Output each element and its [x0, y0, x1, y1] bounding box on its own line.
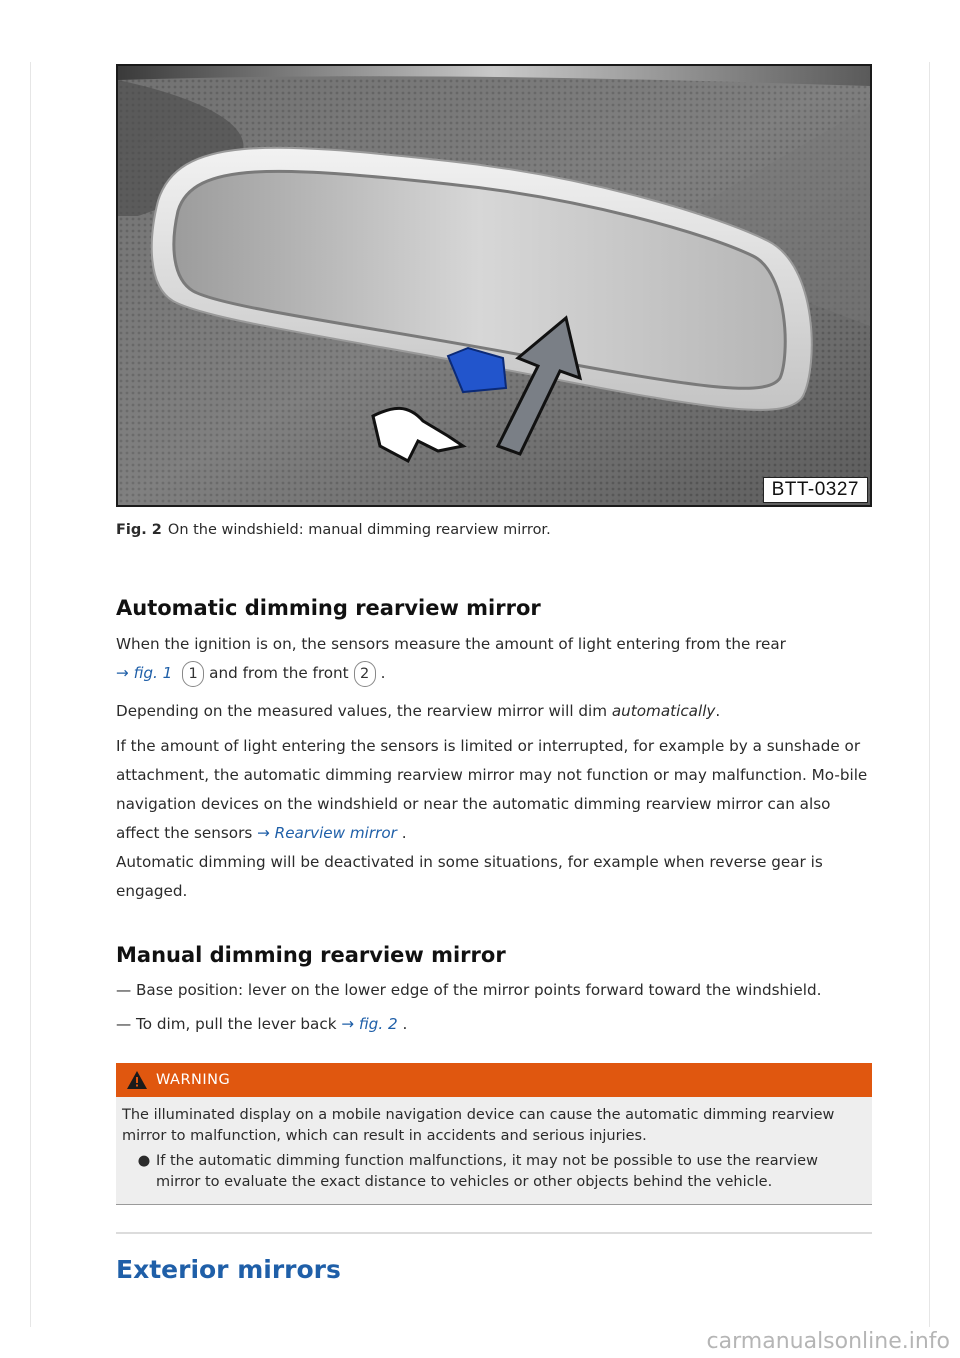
warning-text: The illuminated display on a mobile navigation device can cause the automatic dimming rearview mirror to malfunction, which can result in accidents and serious injuries. [122, 1107, 835, 1144]
paragraph-sensors-mid: and from the front [209, 664, 349, 682]
paragraph-sensors [116, 630, 876, 688]
arrow-right-icon: → [116, 664, 129, 682]
warning-box [116, 1063, 872, 1205]
figure-image [116, 64, 872, 507]
arrow-right-icon: → [341, 1015, 355, 1033]
arrow-right-icon: → [257, 824, 270, 842]
paragraph-sensors-text: When the ignition is on, the sensors measure the amount of light entering from the rear [116, 635, 786, 653]
paragraph-deactivated: Automatic dimming will be deactivated in some situations, for example when reverse gear is engaged. [116, 853, 823, 900]
paragraph-sensors-end: . [380, 664, 386, 682]
left-margin-line [30, 62, 31, 1327]
bullet-icon: ● [137, 1153, 151, 1169]
right-margin-line [929, 62, 930, 1327]
warning-bullet-text: If the automatic dimming function malfunctions, it may not be possible to use the rearview mirror to evaluate the exact distance to vehicles or other objects behind the vehicle. [156, 1153, 818, 1190]
fig1-link-label: fig. 1 [133, 664, 173, 682]
figure-caption [116, 522, 551, 538]
paragraph-light-limited [116, 732, 876, 848]
callout-number-2: 2 [354, 661, 376, 687]
paragraph-light-limited-text: If the amount of light entering the sensors is limited or interrupted, for example by a sunshade or attachment, the automatic dimming rearview mirror may not function or may malfunction. Mo-bile navigation devices on the windshield or near the automatic dimming rearview mirror can also affect the sensors [116, 737, 868, 842]
section-divider [116, 1232, 872, 1234]
warning-triangle-icon [126, 1070, 148, 1090]
rearview-mirror-illustration [118, 66, 870, 505]
watermark: carmanualsonline.info [706, 1329, 950, 1354]
fig2-link[interactable] [341, 1015, 397, 1033]
fig2-link-label: fig. 2 [358, 1015, 398, 1033]
warning-header [116, 1063, 872, 1097]
paragraph-measured-values-text: Depending on the measured values, the rearview mirror will dim [116, 702, 608, 720]
list-item-to-dim-text: — To dim, pull the lever back [116, 1015, 337, 1033]
figure-code-label: BTT-0327 [763, 477, 868, 503]
figure-label: Fig. 2 [116, 522, 162, 538]
warning-label: WARNING [156, 1072, 231, 1088]
paragraph-measured-values [116, 697, 876, 726]
fig1-link[interactable] [116, 664, 172, 682]
list-item-to-dim-end: . [402, 1015, 408, 1033]
callout-number-1: 1 [182, 661, 204, 687]
paragraph-light-limited-end: . [401, 824, 407, 842]
rearview-mirror-link[interactable] [257, 824, 397, 842]
list-item-to-dim [116, 1010, 876, 1039]
rearview-mirror-link-label: Rearview mirror [274, 824, 397, 842]
figure-caption-text: On the windshield: manual dimming rearview mirror. [167, 522, 551, 538]
heading-automatic-dimming: Automatic dimming rearview mirror [116, 596, 541, 620]
paragraph-measured-values-end: . [715, 702, 721, 720]
emphasis-automatically: automatically [611, 702, 716, 720]
heading-exterior-mirrors: Exterior mirrors [116, 1255, 341, 1284]
warning-bullet [132, 1151, 860, 1193]
list-item-base-position: — Base position: lever on the lower edge of the mirror points forward toward the windshield. [116, 981, 822, 999]
heading-manual-dimming: Manual dimming rearview mirror [116, 943, 506, 967]
